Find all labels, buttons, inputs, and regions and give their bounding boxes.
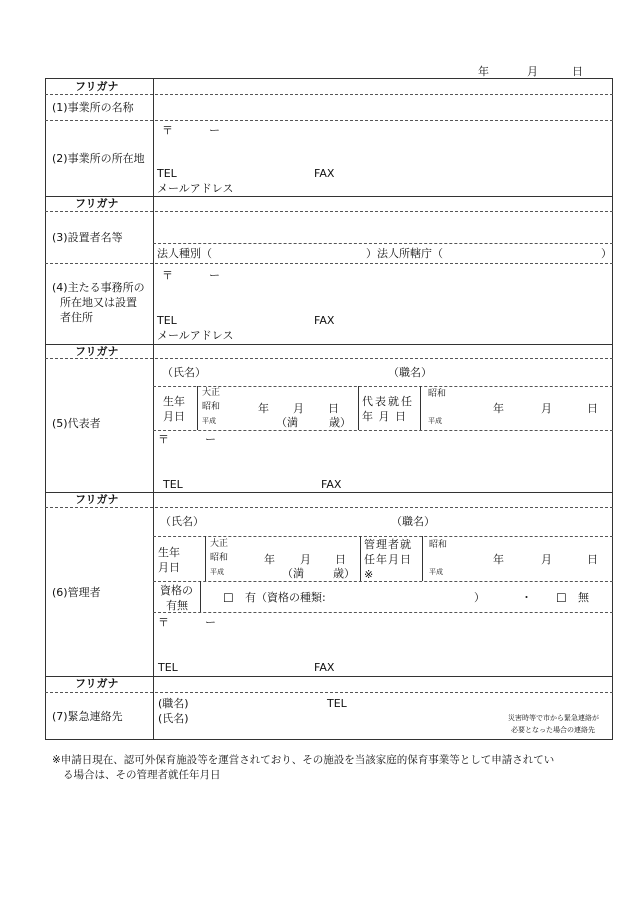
- section-4-label-line3: 者住所: [60, 311, 93, 324]
- section-1-label: (1)事業所の名称: [52, 101, 134, 114]
- app-era-heisei: 平成: [429, 568, 443, 576]
- email-label: メールアドレス: [157, 329, 234, 342]
- corp-type-label: 法人種別（: [157, 247, 212, 260]
- title-label: （職名）: [388, 366, 432, 379]
- appoint-label-line2: 年 月 日: [362, 410, 407, 423]
- corp-office-label: ）法人所轄庁（: [366, 247, 443, 260]
- month-label: 月: [293, 402, 304, 415]
- name-label: （氏名）: [162, 366, 206, 379]
- qual-close-paren: ）: [474, 591, 485, 604]
- furigana-label: フリガナ: [75, 345, 119, 358]
- day-label: 日: [328, 402, 339, 415]
- section-4-label-line1: (4)主たる事務所の: [52, 281, 145, 294]
- section-2-label: (2)事業所の所在地: [52, 152, 145, 165]
- era-heisei: 平成: [210, 568, 224, 576]
- appoint-label-line1: 代表就任: [362, 395, 414, 408]
- footnote-line2: る場合は、その管理者就任年月日: [63, 769, 221, 781]
- day-label: 日: [335, 553, 346, 566]
- postal-dash: ー: [209, 269, 220, 282]
- postal-dash: ー: [205, 616, 216, 629]
- age-open: （満: [282, 567, 304, 580]
- fax-label: FAX: [321, 478, 342, 491]
- app-era-showa: 昭和: [428, 389, 447, 399]
- name-label: （氏名）: [160, 515, 204, 528]
- postal-mark: 〒: [162, 124, 173, 137]
- era-heisei: 平成: [202, 417, 216, 425]
- title-label: （職名）: [391, 515, 435, 528]
- section-4-label-line2: 所在地又は設置: [60, 296, 137, 309]
- close-paren: ）: [601, 247, 612, 260]
- app-month-label: 月: [541, 402, 552, 415]
- tel-label: TEL: [163, 478, 183, 491]
- qual-yes-label: 有（資格の種類:: [245, 591, 326, 604]
- emergency-note-line1: 災害時等で市から緊急連絡が: [508, 714, 599, 722]
- footnote-line1: ※申請日現在、認可外保育施設等を運営されており、その施設を当該家庭的保育事業等として申請されてい: [52, 754, 555, 766]
- app-era-heisei: 平成: [428, 417, 442, 425]
- emergency-note-line2: 必要となった場合の連絡先: [511, 726, 595, 734]
- era-taisho: 大正: [210, 539, 229, 549]
- fax-label: FAX: [314, 167, 335, 180]
- appoint-label-line1: 管理者就: [364, 538, 412, 551]
- app-era-showa: 昭和: [429, 540, 448, 550]
- tel-label: TEL: [327, 697, 347, 710]
- furigana-label: フリガナ: [75, 197, 119, 210]
- date-month-label: 月: [527, 65, 538, 78]
- era-showa: 昭和: [210, 553, 229, 563]
- qual-no-checkbox[interactable]: ☐: [556, 591, 567, 605]
- age-close: 歳）: [333, 567, 355, 580]
- qual-label-line1: 資格の: [160, 584, 193, 597]
- furigana-label: フリガナ: [75, 493, 119, 506]
- fax-label: FAX: [314, 314, 335, 327]
- postal-dash: ー: [209, 124, 220, 137]
- age-open: （満: [276, 416, 298, 429]
- section-3-label: (3)設置者名等: [52, 231, 123, 244]
- section-5-label: (5)代表者: [52, 417, 101, 430]
- section-7-label: (7)緊急連絡先: [52, 710, 123, 723]
- label-column-divider: [153, 78, 154, 740]
- date-day-label: 日: [572, 65, 583, 78]
- app-year-label: 年: [493, 402, 504, 415]
- tel-label: TEL: [157, 167, 177, 180]
- era-taisho: 大正: [202, 388, 221, 398]
- birth-label-line2: 月日: [163, 410, 185, 423]
- section-6-label: (6)管理者: [52, 586, 101, 599]
- postal-mark: 〒: [158, 616, 169, 629]
- app-day-label: 日: [587, 402, 598, 415]
- year-label: 年: [258, 402, 269, 415]
- postal-dash: ー: [205, 433, 216, 446]
- app-day-label: 日: [587, 553, 598, 566]
- title-label: (職名): [158, 697, 189, 710]
- year-label: 年: [264, 553, 275, 566]
- birth-label-line2: 月日: [158, 561, 180, 574]
- furigana-label: フリガナ: [75, 80, 119, 93]
- qual-label-line2: 有無: [166, 599, 188, 612]
- email-label: メールアドレス: [157, 182, 234, 195]
- tel-label: TEL: [157, 314, 177, 327]
- birth-label-line1: 生年: [163, 395, 185, 408]
- qual-separator: ・: [521, 591, 532, 604]
- app-month-label: 月: [541, 553, 552, 566]
- qual-yes-checkbox[interactable]: ☐: [223, 591, 234, 605]
- tel-label: TEL: [158, 661, 178, 674]
- era-showa: 昭和: [202, 402, 221, 412]
- name-label: (氏名): [158, 712, 189, 725]
- age-close: 歳）: [329, 416, 351, 429]
- birth-label-line1: 生年: [158, 546, 180, 559]
- qual-no-label: 無: [578, 591, 589, 604]
- appoint-label-line2: 任年月日: [364, 553, 412, 566]
- fax-label: FAX: [314, 661, 335, 674]
- furigana-label: フリガナ: [75, 677, 119, 690]
- asterisk-note: ※: [364, 568, 374, 581]
- month-label: 月: [300, 553, 311, 566]
- postal-mark: 〒: [162, 269, 173, 282]
- postal-mark: 〒: [158, 433, 169, 446]
- date-year-label: 年: [478, 65, 489, 78]
- app-year-label: 年: [493, 553, 504, 566]
